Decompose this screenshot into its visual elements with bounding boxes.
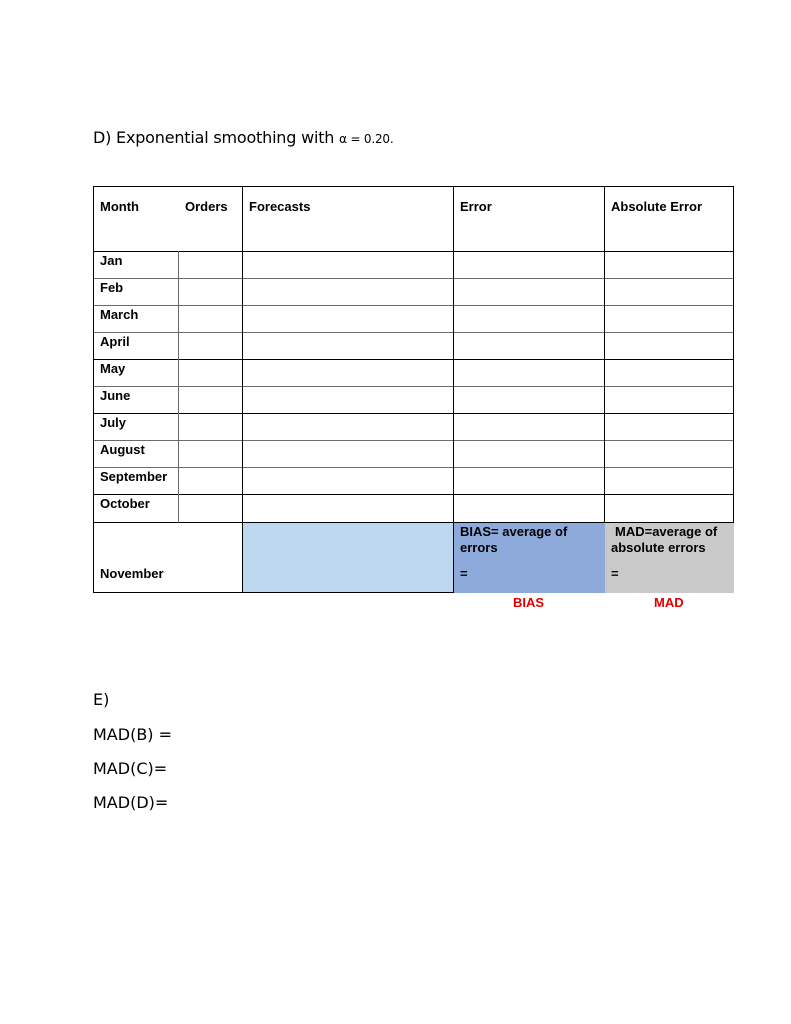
header-error: Error <box>460 199 492 214</box>
section-d-heading <box>93 128 393 147</box>
table-bottom-border <box>93 592 454 593</box>
row-divider <box>93 440 734 441</box>
month-label: March <box>100 307 139 322</box>
row-divider <box>93 467 734 468</box>
header-orders: Orders <box>185 199 228 214</box>
header-absolute-error: Absolute Error <box>611 199 703 214</box>
month-orders-divider <box>178 251 179 523</box>
bias-result-label: BIAS <box>513 595 545 610</box>
november-forecast-cell <box>243 523 454 593</box>
mad-equals: = <box>611 566 619 581</box>
mad-d-line: MAD(D)= <box>93 793 169 812</box>
row-divider <box>93 305 734 306</box>
heading-text: D) Exponential smoothing with <box>93 128 340 147</box>
error-abs-divider <box>604 186 605 523</box>
month-label: August <box>100 442 145 457</box>
bias-description-line2: errors <box>460 540 498 555</box>
month-label: June <box>100 388 131 403</box>
october-bottom-border <box>93 522 734 523</box>
header-bottom-border <box>93 251 734 252</box>
table-right-border <box>733 186 734 523</box>
bias-equals: = <box>460 566 468 581</box>
header-forecasts: Forecasts <box>249 199 311 214</box>
row-divider <box>93 359 734 360</box>
month-label: Feb <box>100 280 124 295</box>
row-divider <box>93 413 734 414</box>
row-divider <box>93 278 734 279</box>
row-divider <box>93 332 734 333</box>
month-label: Jan <box>100 253 123 268</box>
section-e-title: E) <box>93 690 110 709</box>
month-label: October <box>100 496 150 511</box>
mad-description-line2: absolute errors <box>611 540 706 555</box>
mad-description-line1: MAD=average of <box>615 524 718 539</box>
month-label: July <box>100 415 127 430</box>
header-month: Month <box>100 199 139 214</box>
alpha-value: α = 0.20. <box>339 132 394 146</box>
table-top-border <box>93 186 734 187</box>
row-divider <box>93 494 734 495</box>
mad-c-line: MAD(C)= <box>93 759 168 778</box>
mad-description <box>604 524 717 556</box>
mad-result-label: MAD <box>654 595 684 610</box>
bias-description <box>453 524 567 556</box>
orders-forecast-divider <box>242 186 243 593</box>
mad-b-line: MAD(B) = <box>93 725 173 744</box>
row-divider <box>93 386 734 387</box>
month-label: April <box>100 334 130 349</box>
bias-description-line1: BIAS= average of <box>460 524 568 539</box>
month-label: September <box>100 469 168 484</box>
november-label: November <box>100 566 164 581</box>
forecast-table <box>93 186 734 610</box>
month-label: May <box>100 361 126 376</box>
